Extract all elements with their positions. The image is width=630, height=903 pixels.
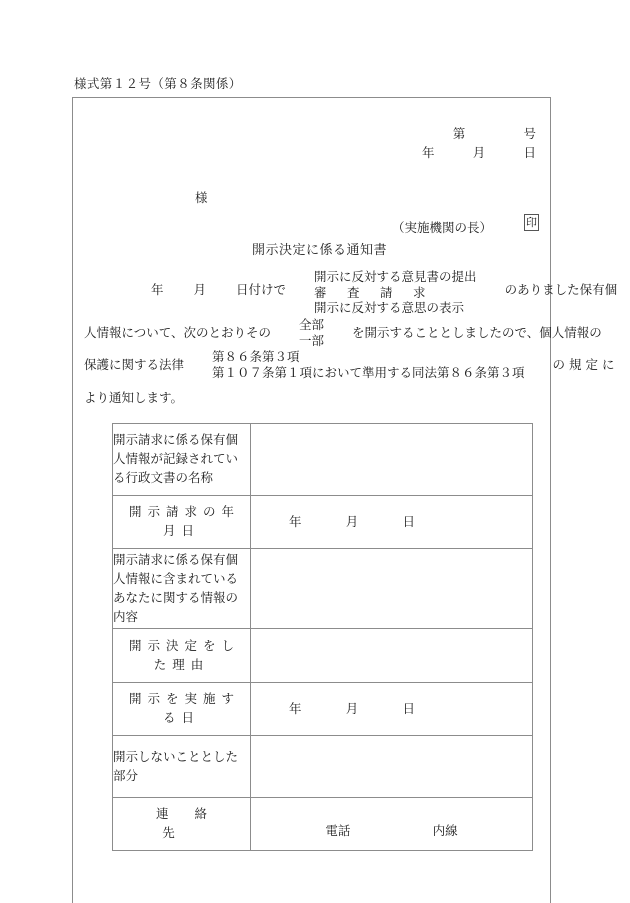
issuing-authority-label: （実施機関の長）: [391, 221, 492, 235]
row-value-request-date[interactable]: [251, 496, 533, 549]
table-row: [113, 424, 533, 496]
body-year-label: 年: [151, 282, 164, 297]
addressee-honorific: 様: [195, 191, 208, 205]
document-number-label: 第: [452, 127, 466, 141]
table-row: [113, 736, 533, 798]
extent-option-full: 全部: [299, 318, 325, 332]
row-label-document-name: 開示請求に係る保有個人情報が記録されている行政文書の名称: [113, 424, 251, 496]
body-line-4: より通知します。: [84, 391, 184, 405]
document-number-line: [422, 125, 536, 144]
document-date-line: [422, 144, 536, 163]
request-date-ymd: [251, 513, 415, 532]
request-option-1: 開示に反対する意見書の提出: [314, 270, 477, 284]
date-month-label: 月: [472, 146, 486, 160]
row-value-decision-reason[interactable]: [251, 629, 533, 683]
contact-phone-label: 電話: [325, 823, 351, 838]
body-line2-prefix: 人情報について、次のとおりその: [84, 326, 272, 340]
table-row: [113, 549, 533, 629]
row-value-contact[interactable]: [251, 798, 533, 851]
form-number-heading: 様式第１２号（第８条関係）: [74, 77, 242, 91]
row-value-disclosure-date[interactable]: [251, 683, 533, 736]
document-number-date-block: [422, 125, 536, 163]
ymd-day: 日: [402, 514, 416, 529]
seal-stamp-box: 印: [524, 214, 539, 231]
table-row: [113, 683, 533, 736]
row-label-withheld-portion: 開示しないこととした部分: [113, 736, 251, 798]
body-line3-prefix: 保護に関する法律: [84, 358, 185, 372]
legal-article-options: [212, 350, 525, 381]
contact-extension-label: 内線: [432, 823, 458, 838]
ymd-month: 月: [345, 701, 359, 716]
request-option-3: 開示に反対する意思の表示: [314, 301, 465, 315]
ymd-year: 年: [289, 701, 302, 716]
request-type-options: [314, 270, 477, 317]
body-line2-suffix: を開示することとしましたので、個人情報の: [352, 326, 602, 340]
body-line-3: [84, 350, 619, 381]
row-label-decision-reason: 開示決定をした理由: [113, 629, 251, 683]
body-date-suffix: 日付けで: [236, 282, 287, 297]
row-value-personal-info-content[interactable]: [251, 549, 533, 629]
notification-details-table: [112, 423, 533, 851]
document-frame: [72, 97, 619, 903]
date-day-label: 日: [523, 146, 536, 160]
table-row: [113, 798, 533, 851]
body-line3-suffix: の規定に: [552, 358, 619, 372]
ymd-day: 日: [402, 701, 416, 716]
body-month-label: 月: [193, 282, 207, 297]
contact-fields: [251, 808, 532, 841]
row-value-withheld-portion[interactable]: [251, 736, 533, 798]
row-label-contact: 連絡先: [113, 798, 251, 851]
row-value-document-name[interactable]: [251, 424, 533, 496]
disclosure-date-ymd: [251, 700, 415, 719]
table-row: [113, 629, 533, 683]
ymd-month: 月: [345, 514, 359, 529]
ymd-year: 年: [289, 514, 302, 529]
article-option-2: 第１０７条第１項において準用する同法第８６条第３項: [212, 365, 525, 380]
row-label-disclosure-date: 開示を実施する日: [113, 683, 251, 736]
table-row: [113, 496, 533, 549]
body-line-2: [84, 318, 602, 349]
row-label-request-date: 開示請求の年月日: [113, 496, 251, 549]
extent-option-partial: 一部: [299, 333, 325, 348]
document-title: 開示決定に係る通知書: [251, 242, 387, 257]
disclosure-extent-options: [299, 318, 324, 349]
row-label-personal-info-content: 開示請求に係る保有個人情報に含まれているあなたに関する情報の内容: [113, 549, 251, 629]
body-after-options: のありました保有個: [504, 282, 618, 297]
request-option-2: 審 査 請 求: [314, 285, 430, 300]
document-number-unit: 号: [523, 127, 536, 141]
date-year-label: 年: [421, 146, 435, 160]
article-option-1: 第８６条第３項: [212, 350, 300, 364]
body-line-1: [151, 270, 618, 315]
